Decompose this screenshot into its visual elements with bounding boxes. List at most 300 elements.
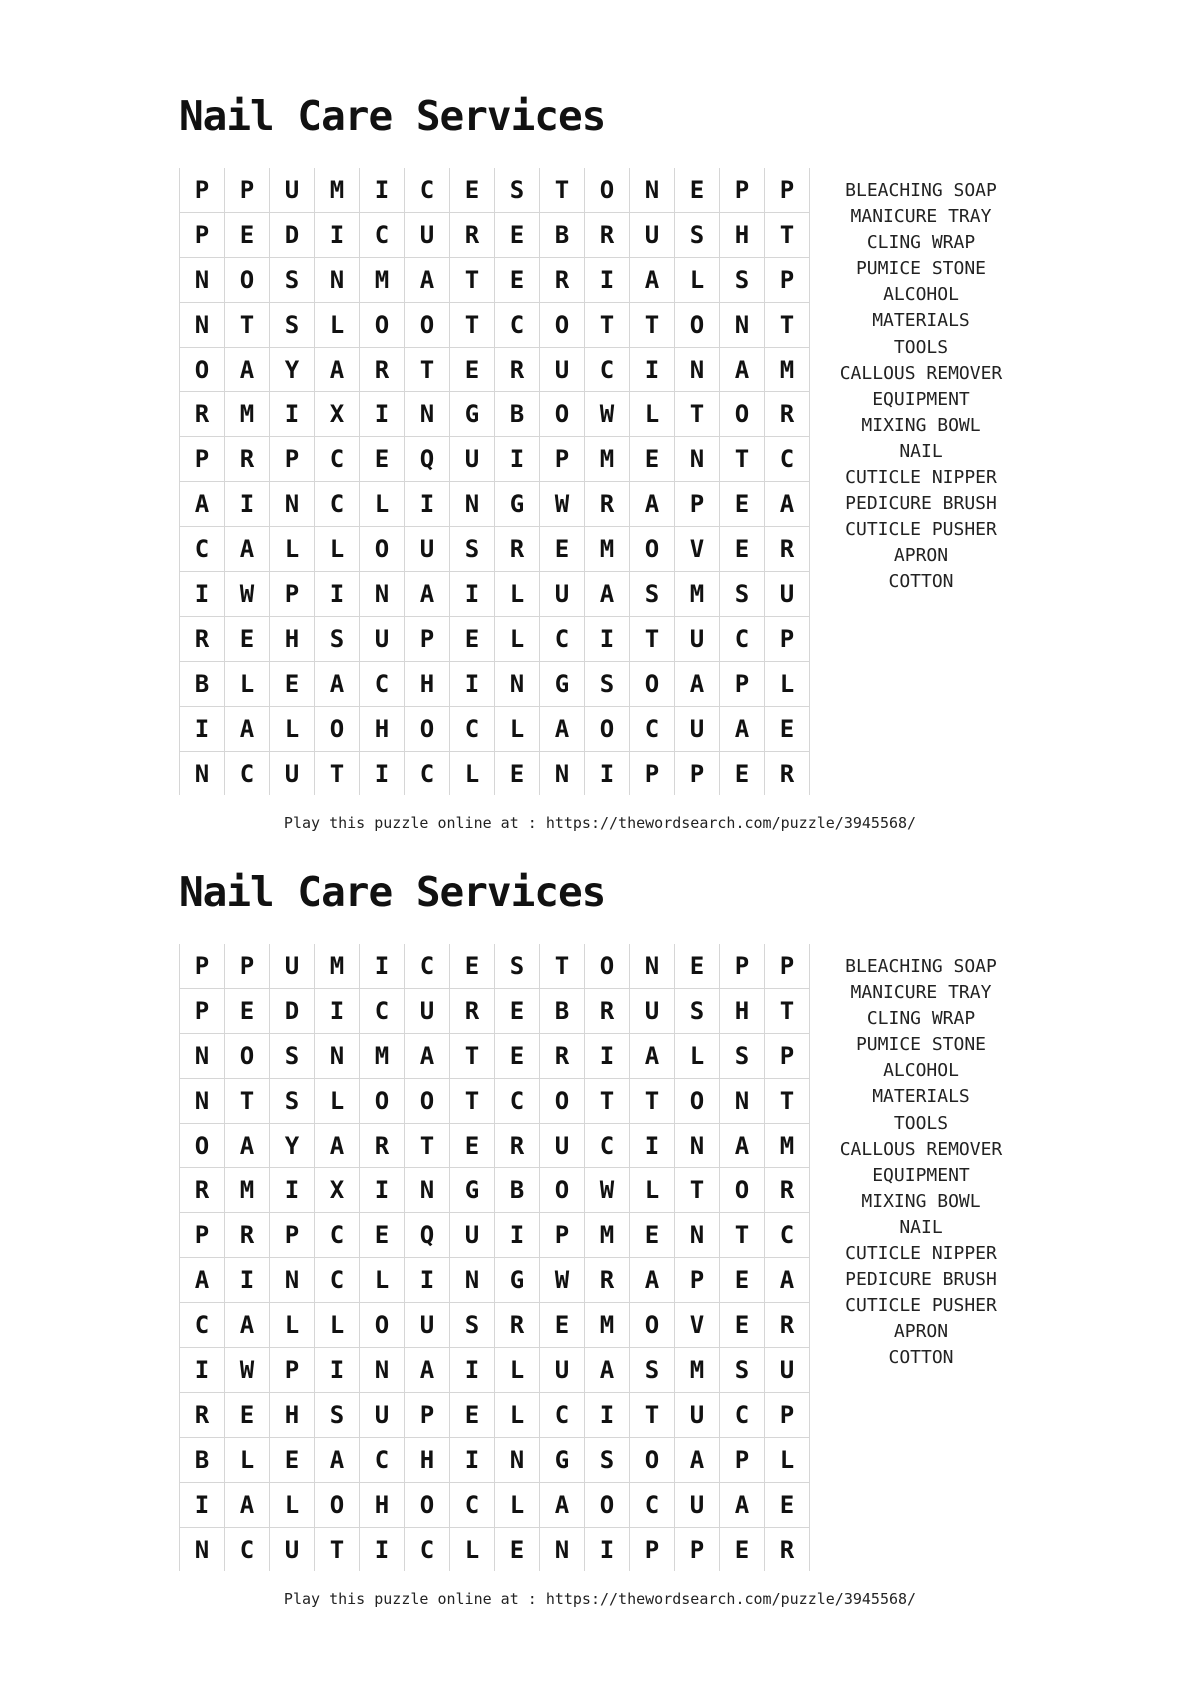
grid-row — [180, 706, 810, 751]
grid-cell: N — [450, 1258, 495, 1303]
grid-cell: S — [720, 572, 765, 617]
grid-cell: A — [225, 527, 270, 572]
grid-cell: D — [270, 212, 315, 257]
grid-cell: N — [540, 1527, 585, 1571]
grid-cell: R — [765, 1303, 810, 1348]
grid-cell: T — [405, 347, 450, 392]
word-list-item: APRON — [893, 545, 949, 567]
grid-cell: P — [720, 1437, 765, 1482]
grid-cell: S — [720, 1348, 765, 1393]
grid-row — [180, 988, 810, 1033]
grid-cell: T — [720, 437, 765, 482]
grid-row — [180, 168, 810, 212]
grid-cell: H — [720, 988, 765, 1033]
grid-cell: P — [630, 1527, 675, 1571]
grid-cell: I — [450, 572, 495, 617]
grid-cell: L — [315, 1303, 360, 1348]
grid-cell: M — [585, 1213, 630, 1258]
grid-cell: R — [540, 257, 585, 302]
grid-cell: A — [675, 661, 720, 706]
word-list-item: CUTICLE NIPPER — [845, 467, 997, 489]
grid-cell: O — [180, 1123, 225, 1168]
grid-cell: E — [225, 988, 270, 1033]
grid-cell: I — [585, 1033, 630, 1078]
grid-cell: P — [405, 616, 450, 661]
word-list-item: MATERIALS — [872, 1086, 970, 1108]
grid-cell: P — [765, 1033, 810, 1078]
grid-cell: M — [585, 1303, 630, 1348]
word-list-item: CALLOUS REMOVER — [839, 1138, 1003, 1160]
grid-cell: A — [225, 1482, 270, 1527]
grid-cell: I — [585, 1392, 630, 1437]
grid-row — [180, 482, 810, 527]
grid-cell: H — [270, 1392, 315, 1437]
grid-cell: C — [495, 302, 540, 347]
grid-cell: E — [630, 437, 675, 482]
grid-cell: P — [675, 1258, 720, 1303]
grid-cell: P — [180, 944, 225, 988]
grid-cell: E — [270, 1437, 315, 1482]
grid-cell: R — [585, 1258, 630, 1303]
grid-cell: G — [495, 482, 540, 527]
word-list-item: CUTICLE NIPPER — [845, 1243, 997, 1265]
grid-cell: M — [360, 257, 405, 302]
grid-cell: A — [630, 1033, 675, 1078]
grid-row — [180, 1527, 810, 1571]
word-list-item: PUMICE STONE — [855, 1034, 987, 1056]
grid-cell: A — [540, 1482, 585, 1527]
grid-cell: O — [675, 302, 720, 347]
word-list-item: APRON — [893, 1321, 949, 1343]
grid-cell: R — [585, 988, 630, 1033]
grid-cell: S — [495, 944, 540, 988]
grid-cell: N — [315, 257, 360, 302]
grid-cell: C — [630, 1482, 675, 1527]
grid-cell: A — [405, 1348, 450, 1393]
grid-cell: H — [270, 616, 315, 661]
grid-cell: T — [765, 302, 810, 347]
grid-cell: U — [405, 988, 450, 1033]
word-list-item: BLEACHING SOAP — [845, 180, 997, 201]
grid-cell: H — [720, 212, 765, 257]
grid-cell: E — [675, 944, 720, 988]
grid-cell: L — [270, 1482, 315, 1527]
grid-cell: O — [540, 392, 585, 437]
grid-cell: O — [630, 1437, 675, 1482]
word-list-item: CUTICLE PUSHER — [845, 519, 997, 541]
grid-cell: C — [180, 1303, 225, 1348]
grid-cell: C — [315, 482, 360, 527]
grid-cell: Q — [405, 1213, 450, 1258]
word-list-item: PEDICURE BRUSH — [845, 493, 997, 515]
grid-cell: T — [450, 257, 495, 302]
grid-cell: R — [765, 527, 810, 572]
grid-cell: L — [270, 706, 315, 751]
grid-cell: L — [495, 1392, 540, 1437]
grid-cell: A — [405, 572, 450, 617]
grid-cell: A — [225, 706, 270, 751]
grid-cell: S — [315, 616, 360, 661]
grid-cell: A — [720, 1482, 765, 1527]
grid-cell: C — [450, 706, 495, 751]
grid-cell: A — [720, 1123, 765, 1168]
grid-cell: S — [585, 661, 630, 706]
grid-cell: U — [630, 212, 675, 257]
grid-cell: O — [540, 1168, 585, 1213]
word-list-item: PEDICURE BRUSH — [845, 1269, 997, 1291]
grid-cell: L — [675, 1033, 720, 1078]
word-list-item: CALLOUS REMOVER — [839, 362, 1003, 384]
puzzle-link-footer: Play this puzzle online at : https://thewordsearch.com/puzzle/3945568/ — [283, 814, 917, 832]
grid-cell: E — [675, 168, 720, 212]
grid-row — [180, 1123, 810, 1168]
word-list-item: CLING WRAP — [866, 1008, 976, 1030]
grid-cell: S — [270, 1033, 315, 1078]
grid-cell: R — [180, 1392, 225, 1437]
grid-cell: I — [360, 392, 405, 437]
grid-cell: N — [495, 1437, 540, 1482]
grid-cell: H — [360, 706, 405, 751]
grid-cell: O — [630, 527, 675, 572]
grid-cell: E — [225, 212, 270, 257]
grid-cell: P — [180, 1213, 225, 1258]
grid-cell: U — [270, 944, 315, 988]
grid-cell: R — [450, 988, 495, 1033]
grid-cell: T — [315, 751, 360, 795]
grid-cell: I — [585, 751, 630, 795]
grid-cell: W — [585, 392, 630, 437]
grid-cell: G — [495, 1258, 540, 1303]
grid-cell: T — [765, 212, 810, 257]
grid-cell: N — [630, 168, 675, 212]
grid-cell: S — [450, 527, 495, 572]
grid-cell: O — [585, 1482, 630, 1527]
word-list-item: ALCOHOL — [883, 1060, 959, 1082]
grid-cell: T — [585, 302, 630, 347]
grid-cell: L — [270, 527, 315, 572]
word-list-item: TOOLS — [893, 1112, 949, 1134]
grid-row — [180, 1033, 810, 1078]
grid-cell: N — [360, 572, 405, 617]
word-list-item: NAIL — [899, 440, 943, 462]
grid-cell: P — [765, 1392, 810, 1437]
grid-row — [180, 661, 810, 706]
grid-cell: N — [180, 751, 225, 795]
grid-cell: S — [675, 212, 720, 257]
grid-cell: N — [720, 302, 765, 347]
grid-cell: C — [405, 944, 450, 988]
grid-cell: Q — [405, 437, 450, 482]
grid-row — [180, 212, 810, 257]
letter-grid — [179, 168, 810, 795]
grid-cell: P — [270, 1213, 315, 1258]
grid-row — [180, 1437, 810, 1482]
grid-cell: U — [675, 1482, 720, 1527]
grid-cell: R — [180, 1168, 225, 1213]
puzzle-title: Nail Care Services — [179, 868, 606, 916]
grid-cell: C — [495, 1078, 540, 1123]
grid-cell: C — [540, 616, 585, 661]
grid-cell: T — [450, 1033, 495, 1078]
grid-cell: E — [270, 661, 315, 706]
grid-cell: G — [540, 1437, 585, 1482]
grid-cell: B — [495, 392, 540, 437]
grid-cell: T — [450, 1078, 495, 1123]
grid-cell: P — [270, 1348, 315, 1393]
grid-cell: C — [360, 988, 405, 1033]
grid-cell: C — [180, 527, 225, 572]
grid-cell: B — [180, 661, 225, 706]
grid-cell: I — [630, 347, 675, 392]
grid-cell: T — [315, 1527, 360, 1571]
grid-cell: I — [405, 482, 450, 527]
grid-cell: E — [540, 527, 585, 572]
grid-cell: A — [540, 706, 585, 751]
grid-cell: I — [315, 1348, 360, 1393]
grid-cell: T — [540, 944, 585, 988]
grid-cell: R — [450, 212, 495, 257]
grid-cell: E — [720, 527, 765, 572]
grid-row — [180, 437, 810, 482]
grid-cell: U — [540, 572, 585, 617]
grid-cell: U — [270, 1527, 315, 1571]
grid-cell: E — [720, 1258, 765, 1303]
word-list-item: MANICURE TRAY — [850, 206, 992, 228]
grid-cell: A — [315, 347, 360, 392]
grid-cell: E — [450, 1123, 495, 1168]
grid-cell: R — [495, 347, 540, 392]
grid-cell: I — [270, 392, 315, 437]
grid-cell: I — [360, 168, 405, 212]
grid-cell: C — [360, 661, 405, 706]
grid-row — [180, 347, 810, 392]
grid-cell: N — [180, 302, 225, 347]
grid-cell: I — [180, 1348, 225, 1393]
grid-cell: O — [405, 302, 450, 347]
grid-row — [180, 1303, 810, 1348]
grid-cell: T — [225, 1078, 270, 1123]
grid-cell: U — [765, 1348, 810, 1393]
grid-cell: R — [765, 392, 810, 437]
grid-cell: P — [270, 572, 315, 617]
grid-cell: M — [585, 437, 630, 482]
grid-cell: I — [315, 212, 360, 257]
grid-cell: E — [495, 1527, 540, 1571]
grid-cell: U — [540, 1348, 585, 1393]
grid-cell: S — [270, 302, 315, 347]
grid-cell: E — [540, 1303, 585, 1348]
grid-cell: N — [720, 1078, 765, 1123]
grid-cell: E — [720, 1527, 765, 1571]
grid-cell: E — [495, 212, 540, 257]
grid-cell: T — [585, 1078, 630, 1123]
grid-cell: U — [450, 437, 495, 482]
grid-cell: A — [225, 1303, 270, 1348]
grid-cell: C — [585, 1123, 630, 1168]
grid-cell: L — [495, 1348, 540, 1393]
grid-cell: I — [450, 661, 495, 706]
grid-cell: N — [630, 944, 675, 988]
grid-cell: P — [675, 482, 720, 527]
grid-row — [180, 257, 810, 302]
grid-cell: L — [360, 1258, 405, 1303]
grid-row — [180, 944, 810, 988]
grid-cell: T — [630, 1078, 675, 1123]
word-list-item: MANICURE TRAY — [850, 982, 992, 1004]
grid-row — [180, 572, 810, 617]
grid-cell: U — [765, 572, 810, 617]
grid-cell: N — [675, 437, 720, 482]
grid-cell: S — [270, 1078, 315, 1123]
grid-cell: P — [720, 944, 765, 988]
grid-cell: T — [720, 1213, 765, 1258]
grid-cell: A — [405, 257, 450, 302]
grid-cell: U — [675, 706, 720, 751]
grid-cell: S — [630, 572, 675, 617]
grid-cell: A — [630, 257, 675, 302]
grid-cell: I — [450, 1348, 495, 1393]
grid-cell: O — [675, 1078, 720, 1123]
word-list-item: COTTON — [888, 1347, 954, 1369]
grid-cell: A — [630, 1258, 675, 1303]
grid-row — [180, 302, 810, 347]
grid-cell: O — [405, 1482, 450, 1527]
grid-cell: O — [225, 1033, 270, 1078]
grid-cell: L — [450, 751, 495, 795]
grid-cell: N — [540, 751, 585, 795]
grid-cell: W — [225, 1348, 270, 1393]
grid-cell: O — [585, 944, 630, 988]
grid-cell: M — [675, 1348, 720, 1393]
grid-cell: E — [225, 1392, 270, 1437]
grid-cell: O — [360, 527, 405, 572]
grid-row — [180, 616, 810, 661]
grid-row — [180, 1392, 810, 1437]
grid-cell: E — [495, 988, 540, 1033]
grid-cell: A — [765, 1258, 810, 1303]
grid-cell: O — [180, 347, 225, 392]
grid-cell: E — [495, 257, 540, 302]
puzzle-link-footer: Play this puzzle online at : https://thewordsearch.com/puzzle/3945568/ — [283, 1590, 917, 1608]
grid-cell: R — [360, 347, 405, 392]
grid-cell: N — [675, 1213, 720, 1258]
grid-cell: M — [225, 392, 270, 437]
word-list-item: BLEACHING SOAP — [845, 956, 997, 977]
word-list-item: MATERIALS — [872, 310, 970, 332]
grid-cell: O — [630, 661, 675, 706]
grid-cell: P — [540, 437, 585, 482]
grid-cell: L — [630, 392, 675, 437]
grid-cell: U — [270, 168, 315, 212]
word-list-item: NAIL — [899, 1216, 943, 1238]
grid-cell: L — [630, 1168, 675, 1213]
grid-cell: I — [630, 1123, 675, 1168]
grid-cell: R — [765, 751, 810, 795]
grid-cell: R — [495, 1123, 540, 1168]
grid-cell: A — [585, 1348, 630, 1393]
grid-cell: S — [315, 1392, 360, 1437]
grid-cell: A — [315, 661, 360, 706]
grid-cell: V — [675, 1303, 720, 1348]
grid-cell: L — [495, 706, 540, 751]
grid-cell: N — [315, 1033, 360, 1078]
grid-cell: E — [450, 944, 495, 988]
grid-cell: I — [180, 572, 225, 617]
grid-cell: I — [180, 1482, 225, 1527]
grid-cell: O — [585, 168, 630, 212]
grid-cell: O — [360, 1303, 405, 1348]
grid-cell: B — [180, 1437, 225, 1482]
grid-cell: L — [495, 1482, 540, 1527]
word-list-item: PUMICE STONE — [855, 258, 987, 280]
grid-cell: R — [225, 1213, 270, 1258]
word-list-item: MIXING BOWL — [861, 1190, 981, 1212]
grid-cell: R — [585, 482, 630, 527]
grid-cell: E — [450, 616, 495, 661]
grid-cell: P — [630, 751, 675, 795]
grid-cell: T — [225, 302, 270, 347]
word-list-item: CUTICLE PUSHER — [845, 1295, 997, 1317]
grid-cell: N — [360, 1348, 405, 1393]
grid-cell: M — [315, 168, 360, 212]
grid-cell: P — [675, 751, 720, 795]
grid-cell: T — [630, 302, 675, 347]
grid-cell: U — [675, 616, 720, 661]
grid-cell: O — [630, 1303, 675, 1348]
puzzle-sheet-1 — [0, 0, 1200, 832]
grid-cell: C — [225, 1527, 270, 1571]
grid-cell: T — [675, 392, 720, 437]
grid-cell: I — [360, 751, 405, 795]
grid-cell: L — [765, 1437, 810, 1482]
grid-cell: E — [630, 1213, 675, 1258]
grid-cell: L — [360, 482, 405, 527]
grid-cell: O — [540, 302, 585, 347]
grid-cell: P — [180, 168, 225, 212]
grid-cell: B — [495, 1168, 540, 1213]
grid-cell: O — [405, 706, 450, 751]
grid-cell: A — [225, 347, 270, 392]
word-list-item: MIXING BOWL — [861, 414, 981, 436]
grid-cell: A — [720, 706, 765, 751]
grid-cell: A — [225, 1123, 270, 1168]
grid-cell: Y — [270, 347, 315, 392]
grid-cell: I — [405, 1258, 450, 1303]
word-list — [826, 954, 1016, 1372]
grid-cell: R — [540, 1033, 585, 1078]
grid-cell: P — [765, 257, 810, 302]
grid-cell: W — [540, 482, 585, 527]
grid-cell: I — [495, 1213, 540, 1258]
grid-cell: P — [405, 1392, 450, 1437]
grid-cell: N — [675, 1123, 720, 1168]
word-list-item: EQUIPMENT — [872, 388, 970, 410]
grid-cell: C — [225, 751, 270, 795]
grid-cell: I — [315, 988, 360, 1033]
grid-cell: O — [360, 1078, 405, 1123]
grid-cell: U — [405, 1303, 450, 1348]
grid-cell: W — [225, 572, 270, 617]
word-list-item: ALCOHOL — [883, 284, 959, 306]
grid-cell: E — [450, 1392, 495, 1437]
grid-cell: T — [630, 1392, 675, 1437]
grid-cell: R — [765, 1168, 810, 1213]
grid-cell: P — [225, 168, 270, 212]
grid-cell: A — [675, 1437, 720, 1482]
grid-cell: I — [360, 944, 405, 988]
grid-cell: A — [180, 1258, 225, 1303]
grid-cell: L — [765, 661, 810, 706]
